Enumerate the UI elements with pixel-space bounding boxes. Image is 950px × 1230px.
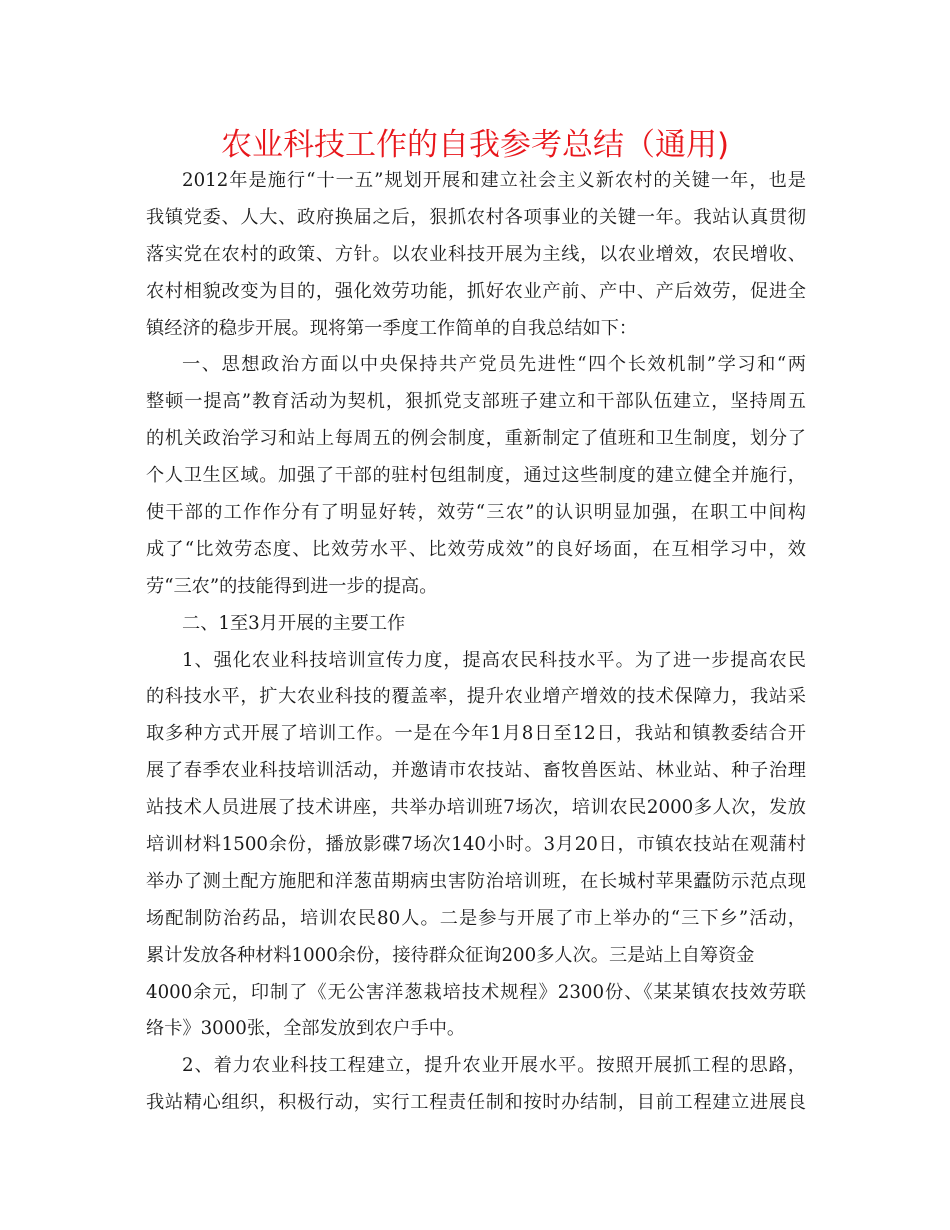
paragraph-line: 我站精心组织，积极行动，实行工程责任制和按时办结制，目前工程建立进展良 [146,1092,806,1114]
paragraph-line: 展了春季农业科技培训活动，并邀请市农技站、畜牧兽医站、林业站、种子治理 [146,760,806,782]
paragraph-line: 累计发放各种材料1000余份，接待群众征询200多人次。三是站上自筹资金 [146,944,755,966]
paragraph-line: 劳“三农”的技能得到进一步的提高。 [146,575,438,597]
paragraph-line: 使干部的工作作分有了明显好转，效劳“三农”的认识明显加强，在职工中间构 [146,502,806,524]
paragraph-line: 培训材料1500余份，播放影碟7场次140小时。3月20日，市镇农技站在观蒲村 [146,834,806,856]
paragraph-line: 我镇党委、人大、政府换届之后，狠抓农村各项事业的关键一年。我站认真贯彻 [146,206,806,228]
document-title: 农业科技工作的自我参考总结（通用) [220,127,730,163]
paragraph-line: 农村相貌改变为目的，强化效劳功能，抓好农业产前、产中、产后效劳，促进全 [146,280,806,302]
paragraph-line: 取多种方式开展了培训工作。一是在今年1月8日至12日，我站和镇教委结合开 [146,723,806,745]
paragraph-line: 络卡》3000张，全部发放到农户手中。 [146,1018,466,1040]
document-body [146,163,806,1122]
paragraph-line: 2012年是施行“十一五”规划开展和建立社会主义新农村的关键一年，也是 [182,170,806,191]
paragraph-line: 站技术人员进展了技术讲座，共举办培训班7场次，培训农民2000多人次，发放 [146,797,806,819]
paragraph-line: 的科技水平，扩大农业科技的覆盖率，提升农业增产增效的技术保障力，我站采 [146,686,806,708]
paragraph-line: 镇经济的稳步开展。现将第一季度工作简单的自我总结如下： [146,317,638,339]
paragraph-line: 二、1至3月开展的主要工作 [182,612,406,634]
paragraph-line: 整顿一提高”教育活动为契机，狠抓党支部班子建立和干部队伍建立，坚持周五 [146,391,806,413]
paragraph-line: 1、强化农业科技培训宣传力度，提高农民科技水平。为了进一步提高农民 [182,649,806,671]
paragraph-line: 场配制防治药品，培训农民80人。二是参与开展了市上举办的“三下乡”活动， [146,907,806,929]
paragraph-line: 个人卫生区域。加强了干部的驻村包组制度，通过这些制度的建立健全并施行， [146,465,806,487]
paragraph-line: 落实党在农村的政策、方针。以农业科技开展为主线，以农业增效，农民增收、 [146,243,806,265]
paragraph-line: 成了“比效劳态度、比效劳水平、比效劳成效”的良好场面，在互相学习中，效 [146,538,806,560]
paragraph-line: 的机关政治学习和站上每周五的例会制度，重新制定了值班和卫生制度，划分了 [146,428,806,450]
paragraph-line: 举办了测土配方施肥和洋葱苗期病虫害防治培训班，在长城村苹果蠹防示范点现 [146,870,806,892]
paragraph-line: 2、着力农业科技工程建立，提升农业开展水平。按照开展抓工程的思路， [182,1055,806,1077]
paragraph-line: 4000余元，印制了《无公害洋葱栽培技术规程》2300份、《某某镇农技效劳联 [146,981,806,1003]
paragraph-line: 一、思想政治方面以中央保持共产党员先进性“四个长效机制”学习和“两 [182,354,806,376]
